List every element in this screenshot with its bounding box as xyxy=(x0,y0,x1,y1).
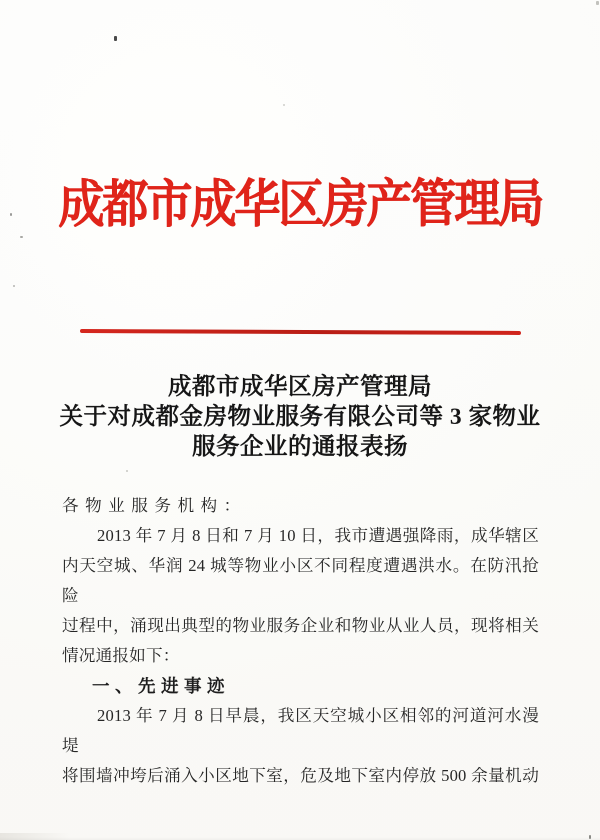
scan-speck xyxy=(114,36,117,41)
salutation-line: 各物业服务机构： xyxy=(62,496,247,515)
red-divider-line xyxy=(80,329,521,334)
document-title-line-2: 关于对成都金房物业服务有限公司等 3 家物业 xyxy=(59,404,541,430)
scan-speck xyxy=(13,285,15,287)
letterhead-title: 成都市成华区房产管理局 xyxy=(58,174,543,234)
body-line: 内天空城、华润 24 城等物业小区不同程度遭遇洪水。在防汛抢险 xyxy=(62,556,539,605)
body-line: 2013 年 7 月 8 日和 7 月 10 日，我市遭遇强降雨，成华辖区 xyxy=(97,526,539,545)
document-title-line-1: 成都市成华区房产管理局 xyxy=(168,374,432,400)
body-line: 将围墙冲垮后涌入小区地下室，危及地下室内停放 500 余量机动 xyxy=(62,766,539,785)
scan-speck xyxy=(283,104,285,106)
scan-speck xyxy=(596,1,599,5)
scan-speck xyxy=(20,236,23,238)
document-title xyxy=(0,372,600,462)
body-line: 过程中，涌现出典型的物业服务企业和物业从业人员，现将相关 xyxy=(62,616,539,635)
body-line: 情况通报如下： xyxy=(62,646,180,665)
scan-speck xyxy=(126,470,128,472)
body-line: 2013 年 7 月 8 日早晨，我区天空城小区相邻的河道河水漫堤 xyxy=(62,706,539,755)
section-heading: 一、先进事迹 xyxy=(92,676,230,696)
document-title-line-3: 服务企业的通报表扬 xyxy=(192,434,408,460)
document-body xyxy=(62,491,539,791)
scan-speck xyxy=(10,213,12,216)
